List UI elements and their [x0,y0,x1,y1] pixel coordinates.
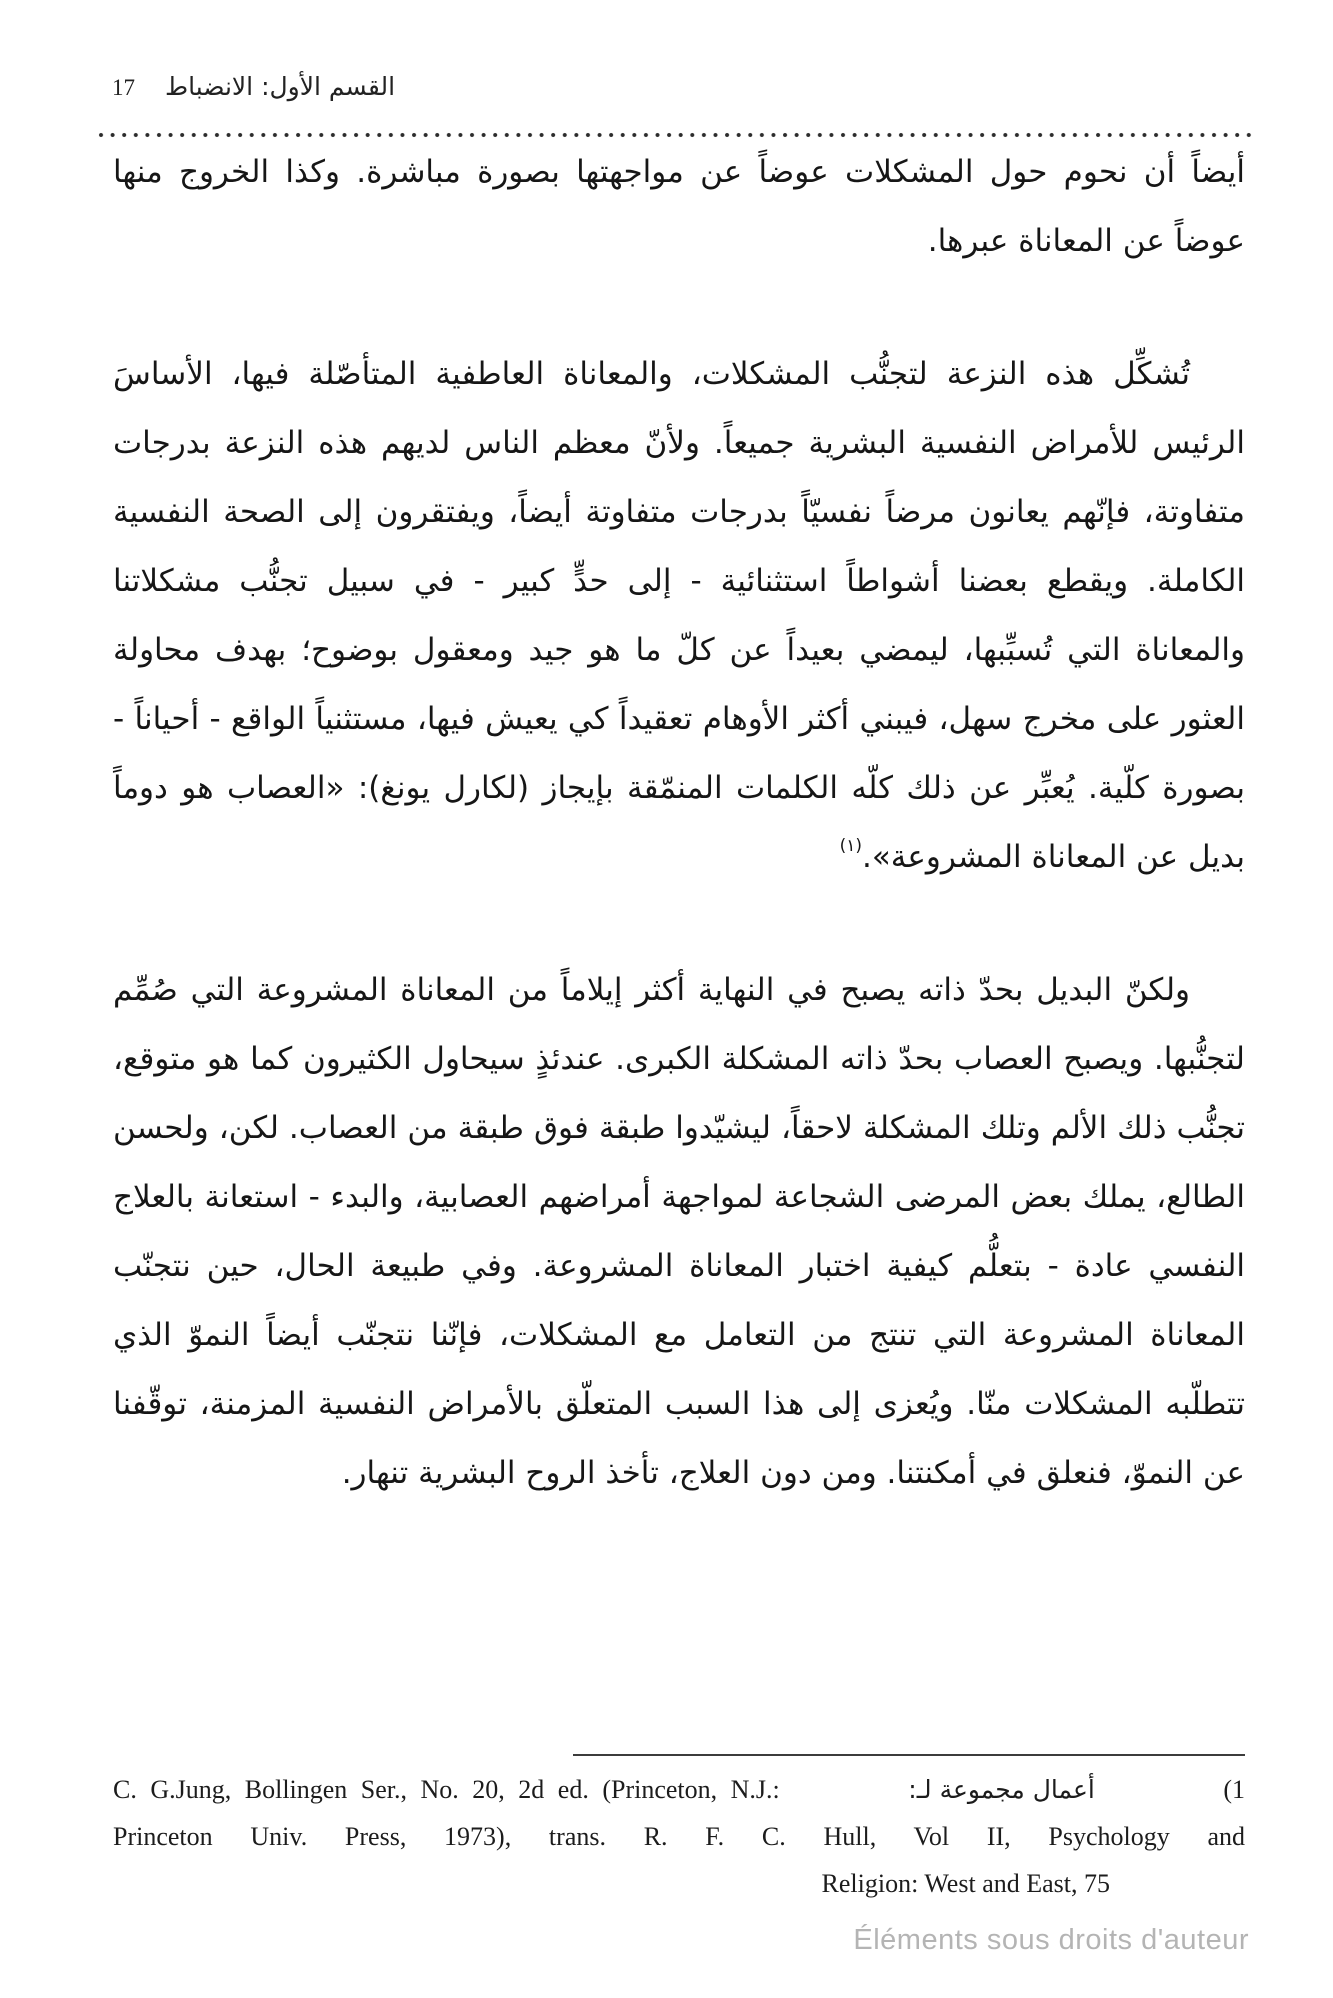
paragraph-3: ولكنّ البديل بحدّ ذاته يصبح في النهاية أكثر إيلاماً من المعاناة المشروعة التي صُمِّم لتجنُّبها. ويصبح العصاب بحدّ ذاته المشكلة الكبرى. عندئذٍ سيحاول الكثيرون كما هو متوقع، تجنُّب ذلك الألم وتلك المشكلة لاحقاً، ليشيّدوا طبقة فوق طبقة من العصاب. لكن، ولحسن الطالع، يملك بعض المرضى الشجاعة لمواجهة أمراضهم العصابية، والبدء - استعانة بالعلاج النفسي عادة - بتعلُّم كيفية اختبار المعاناة المشروعة. وفي طبيعة الحال، حين نتجنّب المعاناة المشروعة التي تنتج من التعامل مع المشكلات، فإنّنا نتجنّب أيضاً النموّ الذي تتطلّبه المشكلات منّا. ويُعزى إلى هذا السبب المتعلّق بالأمراض النفسية المزمنة، توقّفنا عن النموّ، فنعلق في أمكنتنا. ومن دون العلاج، تأخذ الروح البشرية تنهار. [113,972,1245,1491]
footnote-arabic-intro: أعمال مجموعة لـ: [908,1775,1095,1804]
footnote-citation-line-2: Princeton Univ. Press, 1973), trans. R. F. C. Hull, Vol II, Psychology and [113,1822,1245,1851]
footnote [113,1766,1245,1907]
body-text [113,138,1245,1572]
running-header [112,72,395,101]
footnote-reference-mark: (١) [839,836,862,856]
page-number: 17 [112,75,135,100]
footnote-citation-line-3: Religion: West and East, 75 [821,1869,1110,1898]
footnote-number: (1 [1223,1775,1245,1804]
paragraph-2 [113,340,1245,892]
footnote-separator-rule [573,1754,1245,1756]
footnote-citation-line-1: C. G.Jung, Bollingen Ser., No. 20, 2d ed. (Princeton, N.J.: [113,1775,780,1804]
copyright-notice: Éléments sous droits d'auteur [853,1924,1249,1956]
paragraph-1: أيضاً أن نحوم حول المشكلات عوضاً عن مواجهتها بصورة مباشرة. وكذا الخروج منها عوضاً عن المعاناة عبرها. [113,154,1245,259]
paragraph-2-text: تُشكِّل هذه النزعة لتجنُّب المشكلات، والمعاناة العاطفية المتأصّلة فيها، الأساسَ الرئيس للأمراض النفسية البشرية جميعاً. ولأنّ معظم الناس لديهم هذه النزعة بدرجات متفاوتة، فإنّهم يعانون مرضاً نفسيّاً بدرجات متفاوتة أيضاً، ويفتقرون إلى الصحة النفسية الكاملة. ويقطع بعضنا أشواطاً استثنائية - إلى حدٍّ كبير - في سبيل تجنُّب مشكلاتنا والمعاناة التي تُسبِّبها، ليمضي بعيداً عن كلّ ما هو جيد ومعقول بوضوح؛ بهدف محاولة العثور على مخرج سهل، فيبني أكثر الأوهام تعقيداً كي يعيش فيها، مستثنياً الواقع - أحياناً - بصورة كلّية. يُعبِّر عن ذلك كلّه الكلمات المنمّقة بإيجاز (لكارل يونغ): «العصاب هو دوماً بديل عن المعاناة المشروعة». [113,356,1245,875]
chapter-title: القسم الأول: الانضباط [165,72,396,101]
footnote-line-1 [113,1766,1245,1813]
